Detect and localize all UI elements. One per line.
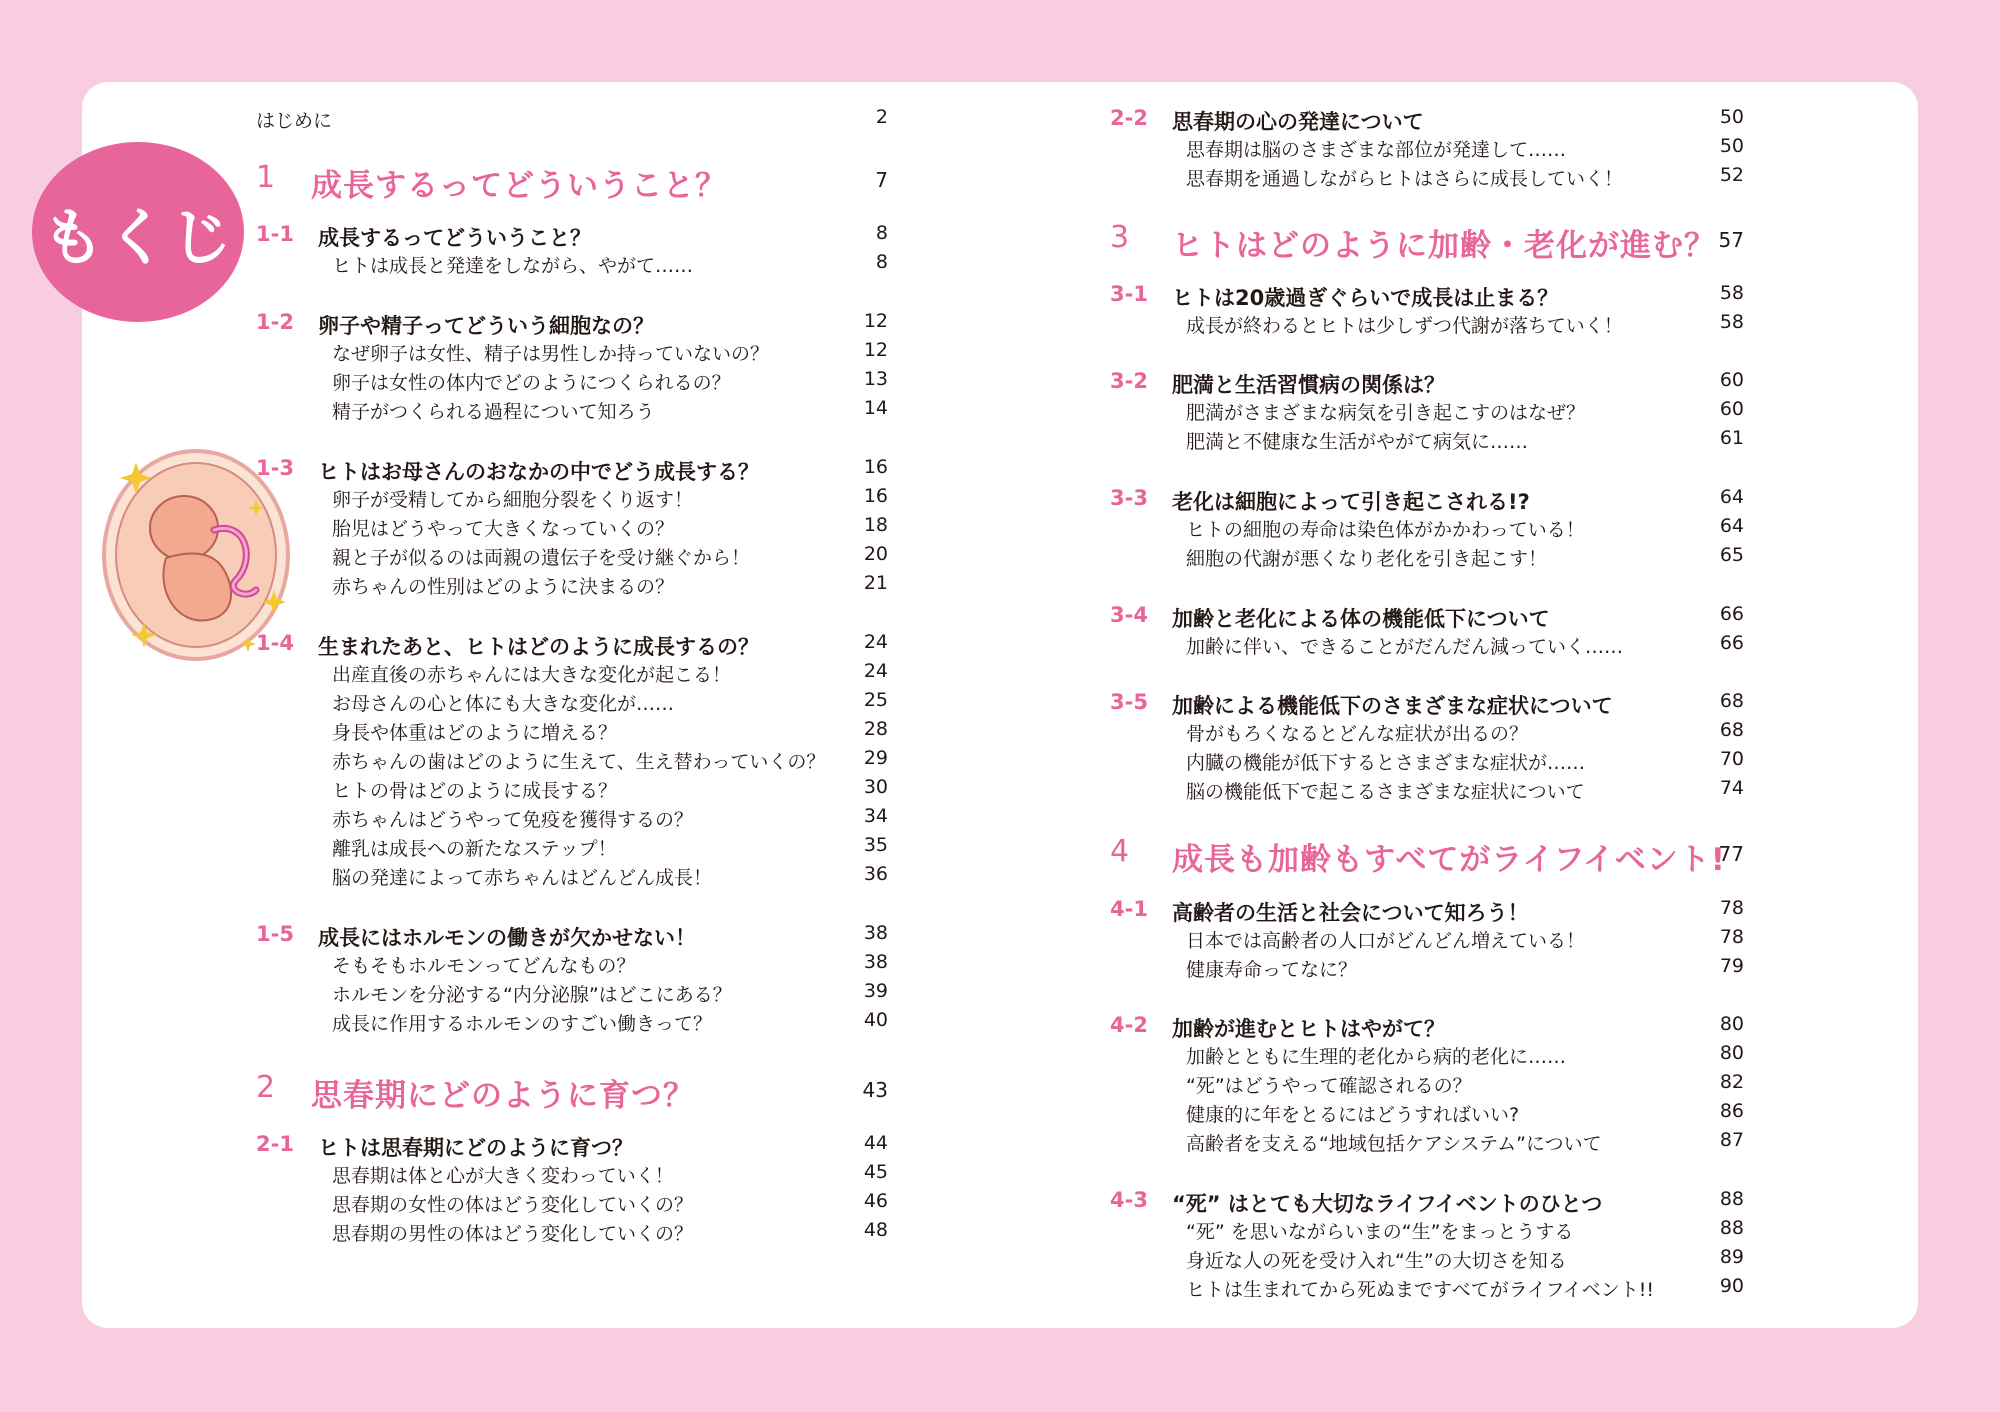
- entry-page: 79: [1719, 955, 1744, 977]
- entry-page: 24: [863, 660, 888, 682]
- entry-page: 60: [1719, 398, 1744, 420]
- entry-number: 4-2: [1110, 1013, 1148, 1037]
- entry-title: ヒトは成長と発達をしながら、やがて……: [332, 255, 694, 277]
- entry-title: 赤ちゃんの性別はどのように決まるの？: [332, 576, 675, 598]
- entry-title: 健康的に年をとるにはどうすればいい?: [1186, 1104, 1520, 1126]
- entry-page: 14: [863, 397, 888, 419]
- entry-page: 36: [863, 863, 888, 885]
- entry-title: 出産直後の赤ちゃんには大きな変化が起こる！: [332, 664, 732, 686]
- subsection-row[interactable]: [256, 1219, 888, 1253]
- entry-title: 思春期の女性の体はどう変化していくの？: [332, 1194, 694, 1216]
- entry-title: 思春期にどのように育つ？: [311, 1078, 695, 1114]
- entry-page: 77: [1718, 842, 1744, 866]
- entry-number: 1-4: [256, 631, 294, 655]
- entry-title: “死”はどうやって確認されるの？: [1186, 1075, 1472, 1097]
- entry-title: ヒトの細胞の寿命は染色体がかかわっている！: [1186, 519, 1585, 541]
- chapter-row[interactable]: [256, 160, 888, 204]
- entry-title: ヒトはお母さんのおなかの中でどう成長する？: [318, 460, 759, 484]
- entry-title: 思春期の心の発達について: [1172, 110, 1424, 134]
- entry-number: 3-3: [1110, 486, 1148, 510]
- entry-page: 82: [1719, 1071, 1744, 1093]
- entry-page: 52: [1719, 164, 1744, 186]
- entry-title: 生まれたあと、ヒトはどのように成長するの？: [318, 635, 759, 659]
- entry-title: 加齢とともに生理的老化から病的老化に……: [1186, 1046, 1567, 1068]
- entry-page: 16: [863, 456, 888, 478]
- entry-title: 肥満と生活習慣病の関係は？: [1172, 373, 1445, 397]
- entry-page: 48: [863, 1219, 888, 1241]
- entry-page: 78: [1719, 897, 1744, 919]
- entry-page: 66: [1719, 632, 1744, 654]
- entry-title: 肥満がさまざまな病気を引き起こすのはなぜ？: [1186, 402, 1586, 424]
- entry-page: 30: [863, 776, 888, 798]
- entry-title: 肥満と不健康な生活がやがて病気に……: [1186, 431, 1529, 453]
- entry-page: 29: [863, 747, 888, 769]
- entry-page: 50: [1719, 135, 1744, 157]
- entry-title: 赤ちゃんの歯はどのように生えて、生え替わっていくの？: [332, 751, 826, 773]
- entry-title: 赤ちゃんはどうやって免疫を獲得するの？: [332, 809, 694, 831]
- entry-page: 68: [1719, 719, 1744, 741]
- entry-page: 38: [863, 951, 888, 973]
- entry-page: 18: [863, 514, 888, 536]
- entry-number: 3-1: [1110, 282, 1148, 306]
- entry-title: 思春期を通過しながらヒトはさらに成長していく！: [1186, 168, 1624, 190]
- entry-page: 38: [863, 922, 888, 944]
- entry-title: 成長するってどういうこと？: [318, 226, 591, 250]
- entry-page: 12: [863, 339, 888, 361]
- entry-title: “死” はとても大切なライフイベントのひとつ: [1172, 1192, 1603, 1216]
- entry-number: 1-2: [256, 310, 294, 334]
- entry-page: 20: [863, 543, 888, 565]
- intro-page: 2: [875, 106, 888, 128]
- entry-page: 64: [1719, 486, 1744, 508]
- entry-page: 70: [1719, 748, 1744, 770]
- entry-title: ヒトの骨はどのように成長する？: [332, 780, 618, 802]
- entry-title: 成長に作用するホルモンのすごい働きって？: [332, 1013, 713, 1035]
- entry-title: 成長にはホルモンの働きが欠かせない！: [318, 926, 696, 950]
- entry-title: 身近な人の死を受け入れ“生”の大切さを知る: [1186, 1250, 1567, 1272]
- chapter-row[interactable]: [1110, 220, 1744, 264]
- entry-page: 8: [875, 222, 888, 244]
- entry-page: 57: [1718, 228, 1744, 252]
- entry-title: 胎児はどうやって大きくなっていくの？: [332, 518, 675, 540]
- entry-number: 1-3: [256, 456, 294, 480]
- toc-badge: もくじ: [32, 142, 244, 322]
- subsection-row[interactable]: [1110, 1129, 1744, 1163]
- entry-title: 高齢者の生活と社会について知ろう！: [1172, 901, 1529, 925]
- entry-page: 74: [1719, 777, 1744, 799]
- subsection-row[interactable]: [1110, 955, 1744, 989]
- entry-page: 88: [1719, 1217, 1744, 1239]
- entry-title: お母さんの心と体にも大きな変化が……: [332, 693, 675, 715]
- entry-page: 50: [1719, 106, 1744, 128]
- entry-title: 思春期は脳のさまざまな部位が発達して……: [1186, 139, 1567, 161]
- entry-title: なぜ卵子は女性、精子は男性しか持っていないの？: [332, 343, 770, 365]
- subsection-row[interactable]: [1110, 544, 1744, 578]
- entry-title: 細胞の代謝が悪くなり老化を引き起こす！: [1186, 548, 1548, 570]
- subsection-row[interactable]: [1110, 632, 1744, 666]
- entry-number: 3-5: [1110, 690, 1148, 714]
- subsection-row[interactable]: [1110, 164, 1744, 198]
- entry-title: ヒトは生まれてから死ぬまですべてがライフイベント!!: [1186, 1279, 1655, 1301]
- entry-page: 28: [863, 718, 888, 740]
- subsection-row[interactable]: [256, 251, 888, 285]
- subsection-row[interactable]: [256, 863, 888, 897]
- entry-page: 61: [1719, 427, 1744, 449]
- subsection-row[interactable]: [1110, 427, 1744, 461]
- entry-title: 脳の機能低下で起こるさまざまな症状について: [1186, 781, 1585, 803]
- entry-title: 加齢による機能低下のさまざまな症状について: [1172, 694, 1613, 718]
- entry-number: 4-1: [1110, 897, 1148, 921]
- entry-number: 4: [1110, 834, 1130, 869]
- entry-page: 60: [1719, 369, 1744, 391]
- entry-page: 66: [1719, 603, 1744, 625]
- entry-title: 加齢と老化による体の機能低下について: [1172, 607, 1550, 631]
- subsection-row[interactable]: [1110, 777, 1744, 811]
- entry-page: 44: [863, 1132, 888, 1154]
- entry-title: 成長が終わるとヒトは少しずつ代謝が落ちていく！: [1186, 315, 1623, 337]
- entry-number: 1-1: [256, 222, 294, 246]
- entry-page: 78: [1719, 926, 1744, 948]
- entry-title: 卵子は女性の体内でどのようにつくられるの？: [332, 372, 731, 394]
- entry-page: 43: [862, 1078, 888, 1102]
- entry-number: 2-1: [256, 1132, 294, 1156]
- entry-page: 68: [1719, 690, 1744, 712]
- entry-page: 8: [875, 251, 888, 273]
- entry-title: 加齢が進むとヒトはやがて？: [1172, 1017, 1445, 1041]
- entry-page: 25: [863, 689, 888, 711]
- entry-page: 64: [1719, 515, 1744, 537]
- entry-title: 高齢者を支える“地域包括ケアシステム”について: [1186, 1133, 1602, 1155]
- entry-number: 2-2: [1110, 106, 1148, 130]
- entry-page: 89: [1719, 1246, 1744, 1268]
- entry-page: 34: [863, 805, 888, 827]
- entry-page: 39: [863, 980, 888, 1002]
- entry-page: 12: [863, 310, 888, 332]
- entry-title: ヒトはどのように加齢・老化が進む？: [1172, 228, 1716, 264]
- entry-page: 80: [1719, 1013, 1744, 1035]
- subsection-row[interactable]: [256, 397, 888, 431]
- entry-page: 86: [1719, 1100, 1744, 1122]
- entry-number: 3: [1110, 220, 1130, 255]
- entry-title: そもそもホルモンってどんなもの？: [332, 955, 636, 977]
- entry-page: 87: [1719, 1129, 1744, 1151]
- entry-title: 思春期は体と心が大きく変わっていく！: [332, 1165, 674, 1187]
- entry-page: 58: [1719, 311, 1744, 333]
- entry-title: 成長するってどういうこと？: [311, 168, 727, 204]
- intro-row[interactable]: [256, 106, 888, 136]
- entry-number: 4-3: [1110, 1188, 1148, 1212]
- chapter-row[interactable]: [256, 1070, 888, 1114]
- entry-title: 離乳は成長への新たなステップ！: [332, 838, 617, 860]
- entry-number: 3-2: [1110, 369, 1148, 393]
- entry-number: 3-4: [1110, 603, 1148, 627]
- entry-title: ヒトは思春期にどのように育つ？: [318, 1136, 633, 1160]
- entry-title: 日本では高齢者の人口がどんどん増えている！: [1186, 930, 1586, 952]
- subsection-row[interactable]: [1110, 311, 1744, 345]
- entry-page: 90: [1719, 1275, 1744, 1297]
- entry-title: 健康寿命ってなに？: [1186, 959, 1358, 981]
- entry-title: 骨がもろくなるとどんな症状が出るの？: [1186, 723, 1529, 745]
- entry-page: 40: [863, 1009, 888, 1031]
- intro-title: はじめに: [256, 110, 333, 132]
- entry-page: 13: [863, 368, 888, 390]
- subsection-row[interactable]: [256, 1009, 888, 1043]
- entry-page: 7: [875, 168, 888, 192]
- entry-page: 58: [1719, 282, 1744, 304]
- entry-title: 成長も加齢もすべてがライフイベント!: [1172, 842, 1726, 878]
- entry-page: 45: [863, 1161, 888, 1183]
- entry-title: 思春期の男性の体はどう変化していくの？: [332, 1223, 694, 1245]
- entry-title: 内臓の機能が低下するとさまざまな症状が……: [1186, 752, 1586, 774]
- entry-title: 身長や体重はどのように増える？: [332, 722, 618, 744]
- chapter-row[interactable]: [1110, 834, 1744, 878]
- entry-title: 老化は細胞によって引き起こされる!?: [1172, 490, 1530, 514]
- entry-title: ヒトは20歳過ぎぐらいで成長は止まる？: [1172, 286, 1559, 310]
- entry-page: 21: [863, 572, 888, 594]
- entry-number: 1: [256, 160, 276, 195]
- entry-page: 46: [863, 1190, 888, 1212]
- entry-page: 65: [1719, 544, 1744, 566]
- entry-title: 卵子が受精してから細胞分裂をくり返す！: [332, 489, 694, 511]
- entry-title: “死” を思いながらいまの“生”をまっとうする: [1186, 1221, 1574, 1243]
- entry-title: 脳の発達によって赤ちゃんはどんどん成長！: [332, 867, 713, 889]
- entry-page: 16: [863, 485, 888, 507]
- subsection-row[interactable]: [1110, 1275, 1744, 1309]
- entry-page: 24: [863, 631, 888, 653]
- entry-title: ホルモンを分泌する“内分泌腺”はどこにある？: [332, 984, 732, 1006]
- entry-page: 88: [1719, 1188, 1744, 1210]
- entry-title: 親と子が似るのは両親の遺伝子を受け継ぐから！: [332, 547, 751, 569]
- entry-number: 2: [256, 1070, 276, 1105]
- entry-title: 加齢に伴い、できることがだんだん減っていく……: [1186, 636, 1624, 658]
- entry-title: 卵子や精子ってどういう細胞なの？: [318, 314, 654, 338]
- subsection-row[interactable]: [256, 572, 888, 606]
- entry-title: 精子がつくられる過程について知ろう: [332, 401, 655, 423]
- entry-page: 80: [1719, 1042, 1744, 1064]
- entry-number: 1-5: [256, 922, 294, 946]
- entry-page: 35: [863, 834, 888, 856]
